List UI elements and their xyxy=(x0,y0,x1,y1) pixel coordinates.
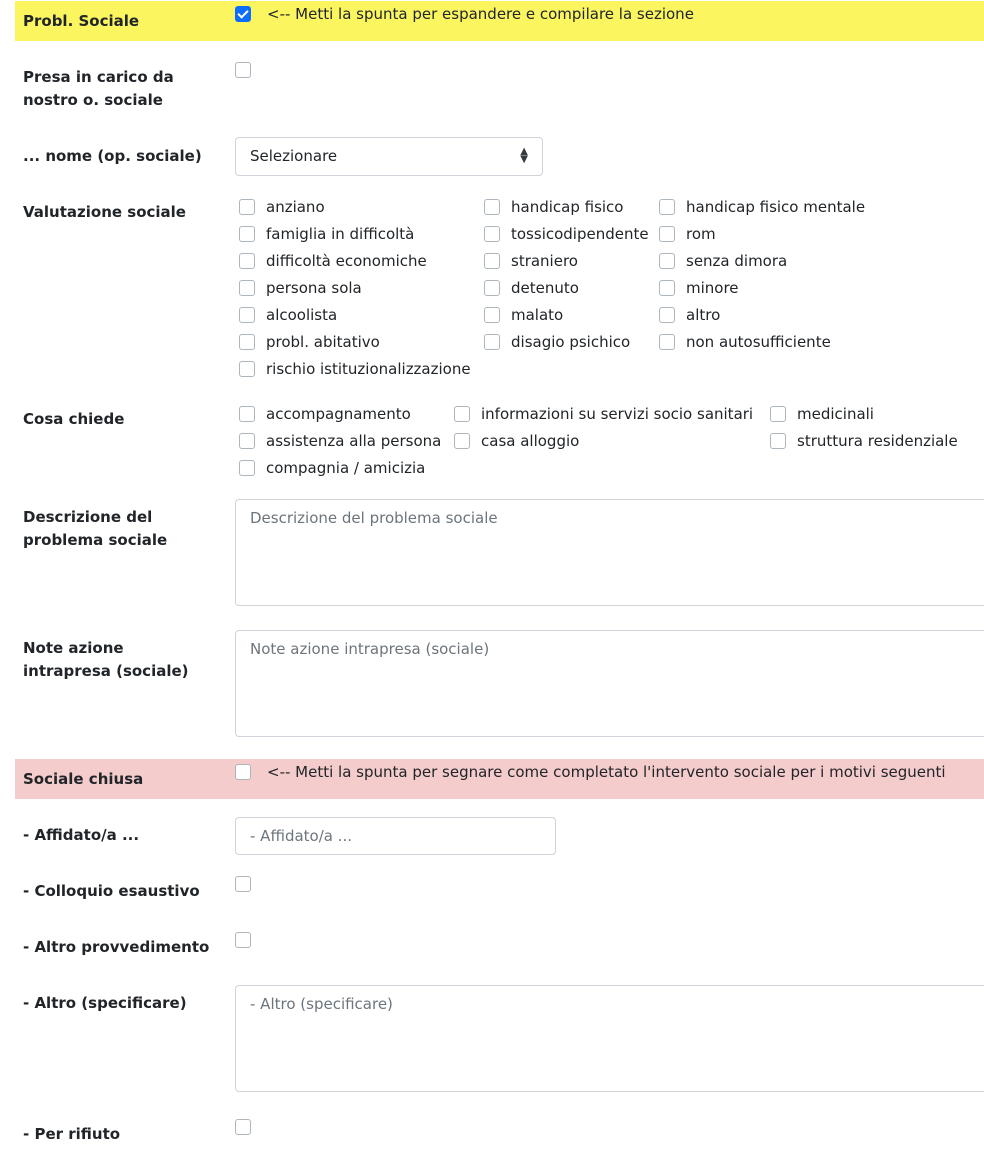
cosa-chiede-option-label[interactable]: assistenza alla persona xyxy=(266,432,442,450)
valutazione-checkbox[interactable] xyxy=(484,334,500,350)
nome-op-sociale-select[interactable] xyxy=(235,137,543,176)
valutazione-checkbox[interactable] xyxy=(239,199,255,215)
nome-op-sociale-selected: Selezionare xyxy=(250,147,338,165)
valutazione-checkbox[interactable] xyxy=(659,199,675,215)
valutazione-checkbox[interactable] xyxy=(659,226,675,242)
per-rifiuto-label: - Per rifiuto xyxy=(23,1125,121,1143)
valutazione-option-label[interactable]: handicap fisico xyxy=(511,198,624,216)
presa-in-carico-checkbox[interactable] xyxy=(235,62,251,78)
valutazione-option-label[interactable]: detenuto xyxy=(511,279,579,297)
descrizione-label xyxy=(23,506,167,552)
valutazione-checkbox[interactable] xyxy=(239,334,255,350)
sort-arrows-icon: ▲ ▼ xyxy=(520,146,528,165)
altro-specificare-label: - Altro (specificare) xyxy=(23,994,187,1012)
cosa-chiede-checkbox[interactable] xyxy=(770,406,786,422)
valutazione-option-label[interactable]: altro xyxy=(686,306,721,324)
cosa-chiede-checkbox[interactable] xyxy=(239,433,255,449)
valutazione-option-label[interactable]: minore xyxy=(686,279,739,297)
valutazione-option-label[interactable]: probl. abitativo xyxy=(266,333,380,351)
valutazione-option-label[interactable]: alcoolista xyxy=(266,306,338,324)
valutazione-option-label[interactable]: famiglia in difficoltà xyxy=(266,225,415,243)
cosa-chiede-option-label[interactable]: compagnia / amicizia xyxy=(266,459,426,477)
valutazione-option-label[interactable]: persona sola xyxy=(266,279,362,297)
note-label xyxy=(23,637,189,683)
nome-op-sociale-label: ... nome (op. sociale) xyxy=(23,147,202,165)
valutazione-option-label[interactable]: straniero xyxy=(511,252,578,270)
altro-specificare-textarea[interactable] xyxy=(235,985,984,1092)
cosa-chiede-checkbox[interactable] xyxy=(239,460,255,476)
valutazione-option-label[interactable]: difficoltà economiche xyxy=(266,252,427,270)
valutazione-option-label[interactable]: tossicodipendente xyxy=(511,225,649,243)
cosa-chiede-checkbox[interactable] xyxy=(770,433,786,449)
cosa-chiede-option-label[interactable]: struttura residenziale xyxy=(797,432,958,450)
valutazione-option-label[interactable]: rischio istituzionalizzazione xyxy=(266,360,471,378)
valutazione-option-label[interactable]: non autosufficiente xyxy=(686,333,831,351)
note-textarea[interactable] xyxy=(235,630,984,737)
valutazione-checkbox[interactable] xyxy=(484,307,500,323)
valutazione-option-label[interactable]: disagio psichico xyxy=(511,333,631,351)
cosa-chiede-option-label[interactable]: casa alloggio xyxy=(481,432,580,450)
valutazione-checkbox[interactable] xyxy=(484,280,500,296)
valutazione-sociale-label: Valutazione sociale xyxy=(23,203,186,221)
cosa-chiede-checkbox[interactable] xyxy=(454,406,470,422)
note-placeholder: Note azione intrapresa (sociale) xyxy=(250,640,490,658)
valutazione-checkbox[interactable] xyxy=(239,361,255,377)
presa-in-carico-label-line2: nostro o. sociale xyxy=(23,91,163,109)
altro-provvedimento-checkbox[interactable] xyxy=(235,932,251,948)
affidato-placeholder: - Affidato/a ... xyxy=(250,827,353,845)
cosa-chiede-option-label[interactable]: medicinali xyxy=(797,405,874,423)
colloquio-label: - Colloquio esaustivo xyxy=(23,882,200,900)
probl-sociale-checkbox[interactable] xyxy=(235,6,251,22)
sociale-chiusa-checkbox[interactable] xyxy=(235,764,251,780)
cosa-chiede-option-label[interactable]: accompagnamento xyxy=(266,405,411,423)
sociale-chiusa-label: Sociale chiusa xyxy=(23,770,144,788)
altro-specificare-placeholder: - Altro (specificare) xyxy=(250,995,393,1013)
sociale-chiusa-hint: <-- Metti la spunta per segnare come completato l'intervento sociale per i motivi seguenti xyxy=(267,763,946,781)
valutazione-checkbox[interactable] xyxy=(659,280,675,296)
valutazione-checkbox[interactable] xyxy=(659,334,675,350)
affidato-input[interactable] xyxy=(235,817,556,855)
descrizione-textarea[interactable] xyxy=(235,499,984,606)
affidato-label: - Affidato/a ... xyxy=(23,826,140,844)
probl-sociale-label: Probl. Sociale xyxy=(23,12,140,30)
valutazione-option-label[interactable]: senza dimora xyxy=(686,252,788,270)
valutazione-option-label[interactable]: malato xyxy=(511,306,564,324)
descrizione-label-line1: Descrizione del xyxy=(23,508,153,526)
valutazione-option-label[interactable]: rom xyxy=(686,225,716,243)
note-label-line1: Note azione xyxy=(23,639,124,657)
cosa-chiede-label: Cosa chiede xyxy=(23,410,125,428)
valutazione-checkbox[interactable] xyxy=(484,199,500,215)
valutazione-checkbox[interactable] xyxy=(239,307,255,323)
valutazione-checkbox[interactable] xyxy=(239,226,255,242)
note-label-line2: intrapresa (sociale) xyxy=(23,662,189,680)
valutazione-checkbox[interactable] xyxy=(659,307,675,323)
valutazione-checkbox[interactable] xyxy=(239,280,255,296)
altro-provvedimento-label: - Altro provvedimento xyxy=(23,938,210,956)
valutazione-checkbox[interactable] xyxy=(659,253,675,269)
colloquio-checkbox[interactable] xyxy=(235,876,251,892)
valutazione-checkbox[interactable] xyxy=(484,226,500,242)
cosa-chiede-option-label[interactable]: informazioni su servizi socio sanitari xyxy=(481,405,754,423)
descrizione-placeholder: Descrizione del problema sociale xyxy=(250,509,498,527)
probl-sociale-hint: <-- Metti la spunta per espandere e compilare la sezione xyxy=(267,5,694,23)
valutazione-checkbox[interactable] xyxy=(484,253,500,269)
per-rifiuto-checkbox[interactable] xyxy=(235,1119,251,1135)
valutazione-checkbox[interactable] xyxy=(239,253,255,269)
descrizione-label-line2: problema sociale xyxy=(23,531,168,549)
cosa-chiede-checkbox[interactable] xyxy=(239,406,255,422)
presa-in-carico-label-line1: Presa in carico da xyxy=(23,68,174,86)
valutazione-option-label[interactable]: handicap fisico mentale xyxy=(686,198,866,216)
presa-in-carico-label xyxy=(23,66,174,112)
cosa-chiede-checkbox[interactable] xyxy=(454,433,470,449)
valutazione-option-label[interactable]: anziano xyxy=(266,198,325,216)
